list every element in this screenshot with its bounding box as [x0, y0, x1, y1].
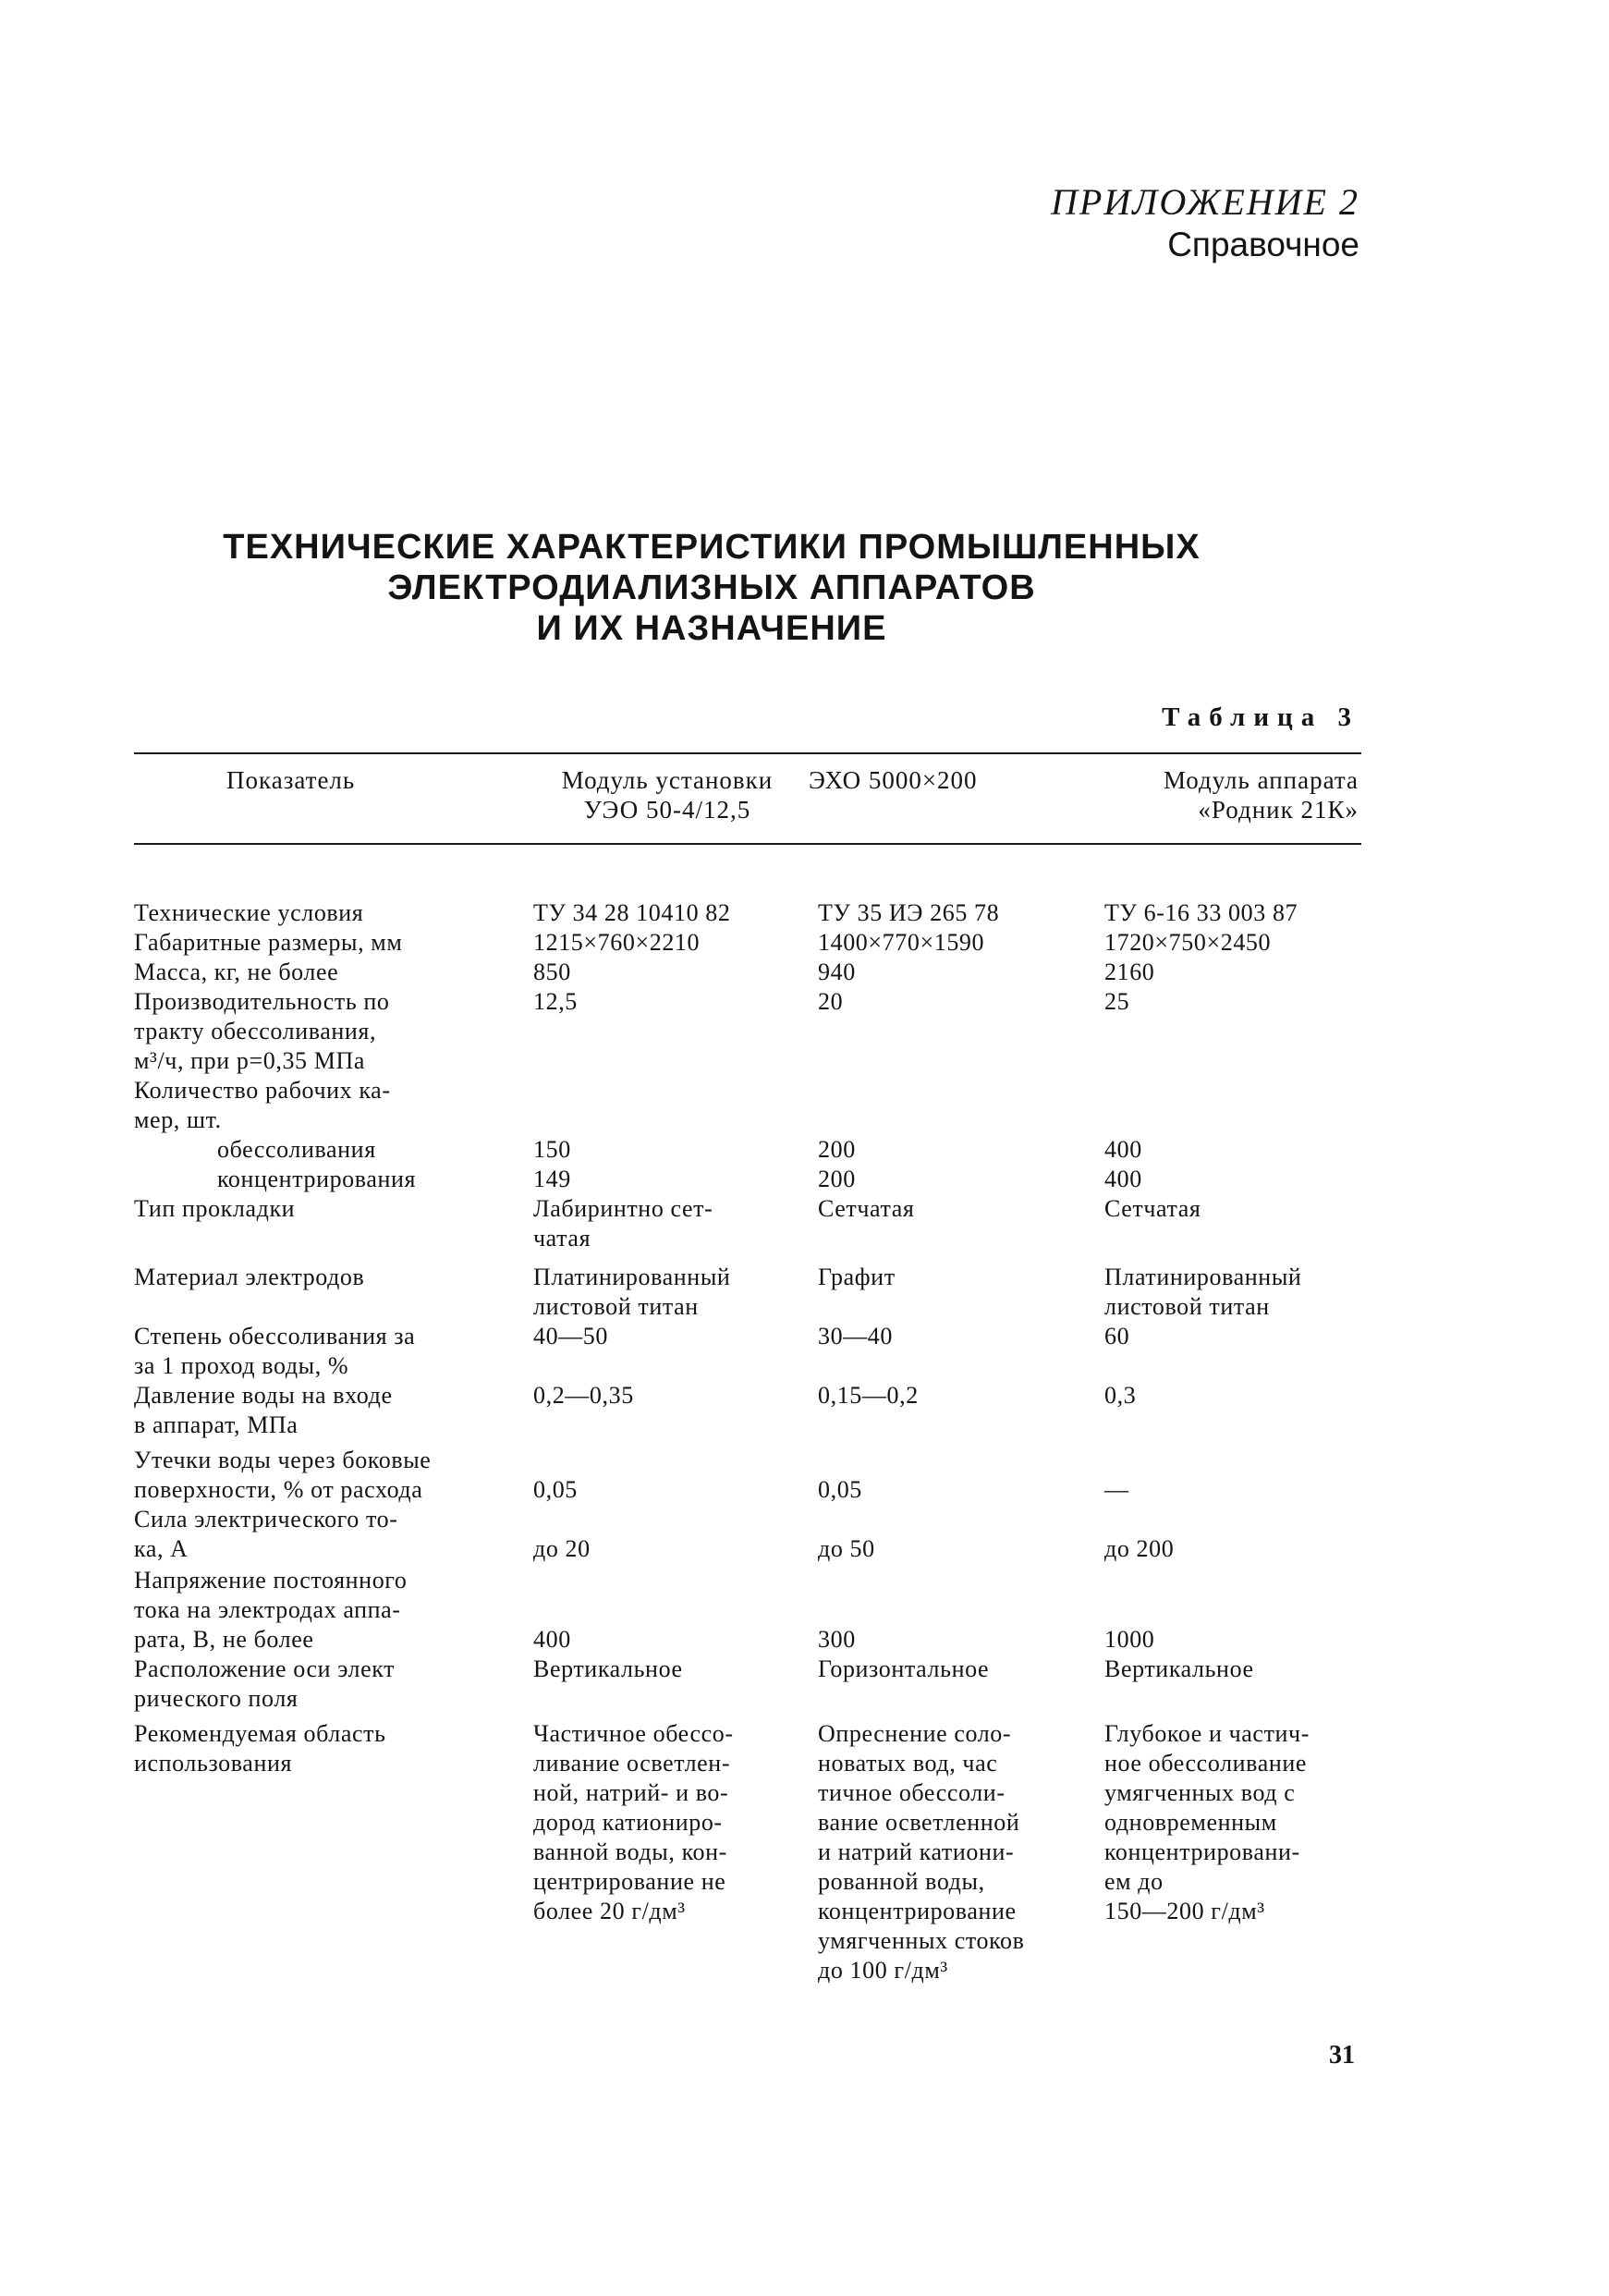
cell-electrodes-3-line-2: листовой титан	[1104, 1293, 1270, 1320]
cell-mass-2: 940	[818, 959, 856, 985]
header-col-3-line-1: Модуль аппарата	[1163, 766, 1359, 794]
row-label-leakage	[134, 1446, 518, 1505]
row-label-voltage-line-1: Напряжение постоянного	[134, 1567, 408, 1594]
page-number: 31	[1329, 2041, 1355, 2070]
row-label-tech-conditions: Технические условия	[134, 899, 364, 926]
appendix-title: ПРИЛОЖЕНИЕ 2	[1051, 181, 1359, 223]
cell-degree-2: 30—40	[818, 1323, 893, 1350]
header-col-1-line-1: Модуль установки	[561, 766, 774, 794]
table-header-rule	[134, 843, 1361, 845]
row-label-dimensions: Габаритные размеры, мм	[134, 929, 403, 956]
cell-desalting-2: 200	[818, 1136, 856, 1163]
cell-usage-1	[533, 1719, 811, 1926]
cell-dimensions-1: 1215×760×2210	[533, 929, 701, 956]
cell-productivity-1: 12,5	[533, 988, 578, 1015]
cell-leakage-2: 0,05	[818, 1476, 862, 1503]
row-label-voltage-line-3: рата, В, не более	[134, 1626, 314, 1653]
row-label-productivity-line-2: тракту обессоливания,	[134, 1018, 377, 1044]
cell-usage-3-line: одновременным	[1104, 1809, 1277, 1836]
row-label-usage	[134, 1719, 518, 1778]
cell-concentration-1: 149	[533, 1166, 571, 1192]
cell-usage-2-line: новатых вод, час	[818, 1750, 998, 1777]
cell-usage-3-line: концентрировани-	[1104, 1838, 1300, 1865]
cell-usage-3	[1104, 1719, 1382, 1926]
cell-concentration-2: 200	[818, 1166, 856, 1192]
cell-usage-2-line: Опреснение соло-	[818, 1720, 1012, 1747]
cell-pressure-2: 0,15—0,2	[818, 1382, 919, 1409]
cell-usage-2-line: до 100 г/дм³	[818, 1957, 948, 1984]
cell-electrodes-3	[1104, 1263, 1382, 1322]
cell-pressure-1: 0,2—0,35	[533, 1382, 634, 1409]
cell-gasket-1	[533, 1194, 811, 1253]
cell-usage-2-line: и натрий катиони-	[818, 1838, 1015, 1865]
row-label-degree-line-1: Степень обессоливания за	[134, 1323, 416, 1350]
row-label-chambers	[134, 1076, 518, 1135]
header-col-3-line-2: «Родник 21К»	[1198, 796, 1359, 824]
cell-usage-1-line: дород катиониро-	[533, 1809, 723, 1836]
row-label-electrodes: Материал электродов	[134, 1264, 365, 1290]
cell-usage-2-line: вание осветленной	[818, 1809, 1020, 1836]
cell-current-1: до 20	[533, 1535, 591, 1562]
cell-gasket-3: Сетчатая	[1104, 1195, 1201, 1222]
cell-usage-3-line: Глубокое и частич-	[1104, 1720, 1310, 1747]
row-label-current-line-2: ка, А	[134, 1535, 189, 1562]
cell-usage-1-line: центрирование не	[533, 1868, 726, 1895]
cell-dimensions-3: 1720×750×2450	[1104, 929, 1272, 956]
cell-gasket-2: Сетчатая	[818, 1195, 915, 1222]
row-label-productivity-line-1: Производительность по	[134, 988, 390, 1015]
cell-voltage-2: 300	[818, 1626, 856, 1653]
row-label-productivity-line-3: м³/ч, при р=0,35 МПа	[134, 1047, 365, 1074]
cell-leakage-3: —	[1104, 1476, 1129, 1503]
cell-usage-3-line: 150—200 г/дм³	[1104, 1898, 1265, 1924]
document-title	[139, 527, 1285, 649]
header-col-3	[1091, 765, 1359, 824]
cell-usage-3-line: ное обессоливание	[1104, 1750, 1308, 1777]
cell-pressure-3: 0,3	[1104, 1382, 1137, 1409]
row-label-usage-line-2: использования	[134, 1750, 293, 1777]
header-col-2: ЭХО 5000×200	[809, 766, 978, 794]
table-top-rule	[134, 752, 1361, 754]
row-label-pressure-line-2: в аппарат, МПа	[134, 1411, 299, 1438]
row-label-voltage	[134, 1566, 518, 1655]
row-label-usage-line-1: Рекомендуемая область	[134, 1720, 386, 1747]
appendix-heading	[1051, 180, 1359, 265]
cell-mass-3: 2160	[1104, 959, 1155, 985]
cell-axis-2: Горизонтальное	[818, 1655, 990, 1682]
row-label-pressure-line-1: Давление воды на входе	[134, 1382, 393, 1409]
row-label-degree	[134, 1322, 518, 1381]
cell-tech-conditions-3: ТУ 6-16 33 003 87	[1104, 899, 1298, 926]
cell-usage-1-line: ванной воды, кон-	[533, 1838, 727, 1865]
row-label-concentration: концентрирования	[217, 1166, 417, 1192]
cell-gasket-1-line-2: чатая	[533, 1225, 591, 1252]
cell-electrodes-1	[533, 1263, 811, 1322]
header-indicator: Показатель	[226, 766, 356, 794]
cell-dimensions-2: 1400×770×1590	[818, 929, 985, 956]
cell-desalting-1: 150	[533, 1136, 571, 1163]
cell-usage-2-line: умягченных стоков	[818, 1927, 1025, 1954]
cell-voltage-1: 400	[533, 1626, 571, 1653]
cell-productivity-3: 25	[1104, 988, 1130, 1015]
cell-usage-3-line: умягченных вод с	[1104, 1779, 1296, 1806]
cell-current-3: до 200	[1104, 1535, 1175, 1562]
row-label-desalting: обессоливания	[217, 1136, 376, 1163]
cell-usage-3-line: ем до	[1104, 1868, 1164, 1895]
title-line-1: ТЕХНИЧЕСКИЕ ХАРАКТЕРИСТИКИ ПРОМЫШЛЕННЫХ	[223, 528, 1201, 567]
row-label-axis-line-2: рического поля	[134, 1685, 299, 1712]
cell-electrodes-2: Графит	[818, 1264, 896, 1290]
cell-voltage-3: 1000	[1104, 1626, 1155, 1653]
title-line-3: И ИХ НАЗНАЧЕНИЕ	[536, 609, 887, 648]
cell-current-2: до 50	[818, 1535, 875, 1562]
cell-usage-2-line: концентрирование	[818, 1898, 1017, 1924]
header-col-1-line-2: УЭО 50-4/12,5	[583, 796, 751, 824]
cell-degree-3: 60	[1104, 1323, 1130, 1350]
cell-tech-conditions-2: ТУ 35 ИЭ 265 78	[818, 899, 1000, 926]
cell-electrodes-1-line-1: Платинированный	[533, 1264, 731, 1290]
row-label-axis-line-1: Расположение оси элект	[134, 1655, 396, 1682]
cell-axis-1: Вертикальное	[533, 1655, 683, 1682]
row-label-leakage-line-1: Утечки воды через боковые	[134, 1447, 432, 1473]
row-label-pressure	[134, 1381, 518, 1440]
cell-usage-1-line: ной, натрий- и во-	[533, 1779, 729, 1806]
cell-usage-1-line: Частичное обессо-	[533, 1720, 734, 1747]
cell-usage-1-line: более 20 г/дм³	[533, 1898, 686, 1924]
cell-electrodes-3-line-1: Платинированный	[1104, 1264, 1302, 1290]
cell-usage-2-line: тичное обессоли-	[818, 1779, 1006, 1806]
cell-electrodes-1-line-2: листовой титан	[533, 1293, 699, 1320]
cell-usage-2	[818, 1719, 1095, 1985]
cell-mass-1: 850	[533, 959, 571, 985]
row-label-mass: Масса, кг, не более	[134, 959, 339, 985]
row-label-axis	[134, 1655, 518, 1714]
row-label-degree-line-2: за 1 проход воды, %	[134, 1352, 349, 1379]
row-label-voltage-line-2: тока на электродах аппа-	[134, 1596, 401, 1623]
cell-leakage-1: 0,05	[533, 1476, 578, 1503]
cell-usage-2-line: рованной воды,	[818, 1868, 985, 1895]
row-label-gasket: Тип прокладки	[134, 1195, 296, 1222]
cell-tech-conditions-1: ТУ 34 28 10410 82	[533, 899, 731, 926]
title-line-2: ЭЛЕКТРОДИАЛИЗНЫХ АППАРАТОВ	[387, 568, 1036, 607]
row-label-chambers-line-1: Количество рабочих ка-	[134, 1077, 391, 1104]
appendix-subtitle: Справочное	[1167, 226, 1359, 263]
cell-degree-1: 40—50	[533, 1323, 608, 1350]
row-label-leakage-line-2: поверхности, % от расхода	[134, 1476, 423, 1503]
row-label-current	[134, 1505, 518, 1564]
cell-concentration-3: 400	[1104, 1166, 1142, 1192]
cell-usage-1-line: ливание осветлен-	[533, 1750, 731, 1777]
cell-axis-3: Вертикальное	[1104, 1655, 1254, 1682]
cell-gasket-1-line-1: Лабиринтно сет-	[533, 1195, 713, 1222]
table-caption: Таблица 3	[1162, 702, 1359, 732]
cell-productivity-2: 20	[818, 988, 844, 1015]
cell-desalting-3: 400	[1104, 1136, 1142, 1163]
row-label-productivity	[134, 987, 518, 1076]
header-col-1	[515, 765, 820, 824]
row-label-chambers-line-2: мер, шт.	[134, 1106, 222, 1133]
row-label-current-line-1: Сила электрического то-	[134, 1506, 398, 1533]
